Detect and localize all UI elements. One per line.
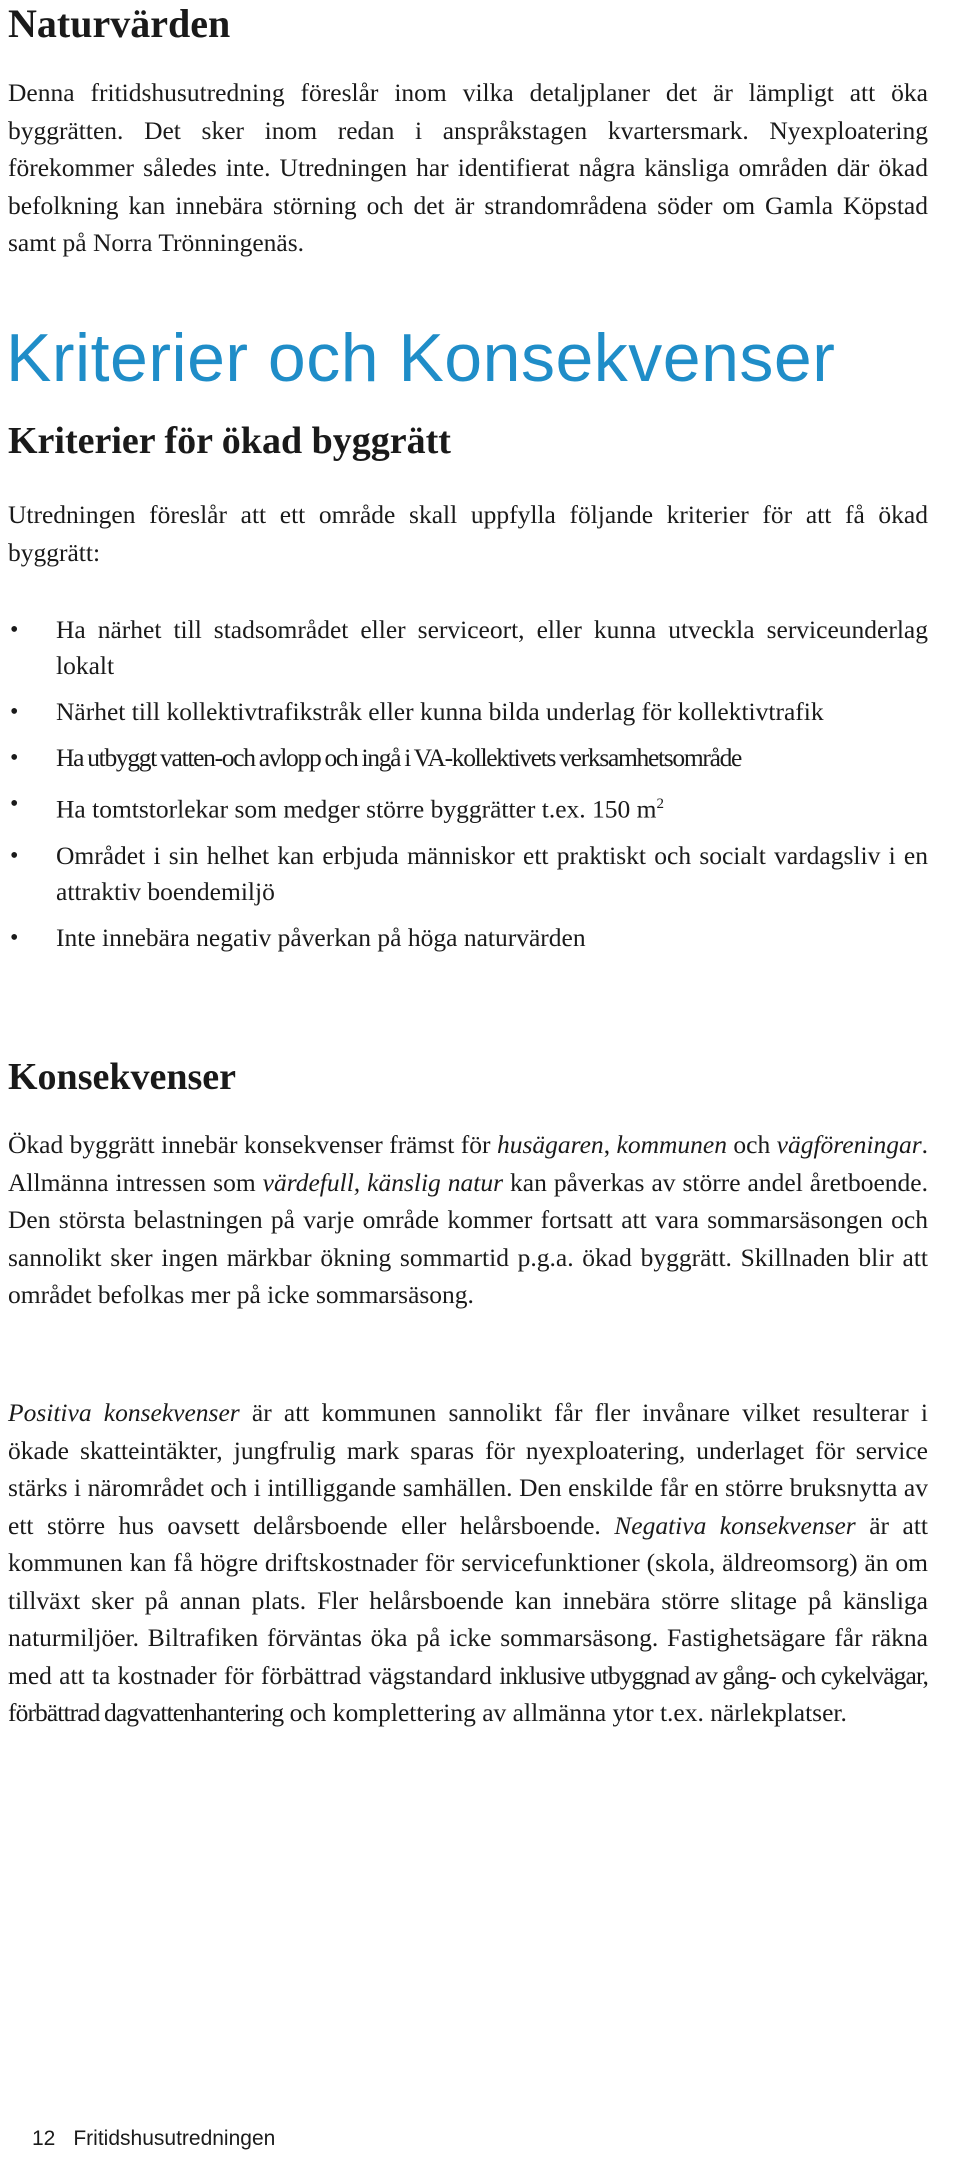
criteria-item-text: Inte innebära negativ påverkan på höga naturvärden: [56, 922, 586, 952]
criteria-heading: Kriterier för ökad byggrätt: [8, 420, 451, 462]
criteria-item-text: Ha närhet till stadsområdet eller serviceort, eller kunna utveckla serviceunderlag lokalt: [56, 615, 928, 680]
main-title: Kriterier och Konsekvenser: [6, 320, 836, 396]
emphasis-positiva: Positiva konsekvenser: [8, 1398, 240, 1427]
page-footer: [32, 2126, 275, 2152]
criteria-item: [8, 694, 928, 730]
bullet-icon: •: [10, 791, 19, 817]
emphasis-vagforeningar: vägföreningar: [776, 1130, 922, 1159]
emphasis-husagaren: husägaren: [496, 1130, 604, 1159]
criteria-item: [8, 838, 928, 910]
emphasis-natur: värdefull, känslig natur: [262, 1167, 504, 1197]
text-run: inklusive utbyggnad av gång- och cykelvägar, förbättrad dagvattenhantering: [8, 1660, 928, 1727]
text-run: och: [726, 1130, 777, 1159]
criteria-list: [8, 612, 928, 966]
bullet-icon: •: [10, 745, 18, 771]
bullet-icon: •: [10, 617, 19, 643]
criteria-item-text: Ha tomtstorlekar som medger större byggrätter t.ex. 150 m: [56, 794, 657, 824]
bullet-icon: •: [10, 842, 19, 869]
text-run: kan påverkas av större andel åretboende. Den största belastningen på varje område kommer fortsatt att vara sommarsäsongen och sannolikt sker ingen märkbar ökning sommartid p.g.a. ökad byggrätt. Skillnaden blir att området befolkas mer på icke sommarsäsong.: [8, 1167, 928, 1309]
page-number: 12: [32, 2127, 56, 2150]
criteria-item: [8, 786, 928, 828]
naturvarden-paragraph: Denna fritidshusutredning föreslår inom vilka detaljplaner det är lämpligt att öka byggrätten. Det sker inom redan i anspråkstagen kvartersmark. Nyexploatering förekommer således inte. Utredningen har identifierat några känsliga områden där ökad befolkning kan innebära störning och det är strandområdena söder om Gamla Köpstad samt på Norra Trönningenäs.: [8, 78, 928, 257]
text-run: ,: [603, 1130, 617, 1159]
criteria-item-text: Närhet till kollektivtrafikstråk eller kunna bilda underlag för kollektivtrafik: [56, 697, 824, 726]
criteria-item: [8, 740, 928, 776]
text-run: och komplettering av allmänna ytor t.ex. närlekplatser.: [283, 1698, 847, 1727]
criteria-item: [8, 920, 928, 956]
text-run: Ökad byggrätt innebär konsekvenser främst för: [8, 1130, 497, 1159]
bullet-icon: •: [10, 924, 19, 951]
criteria-item-text: Området i sin helhet kan erbjuda människor ett praktiskt och socialt vardagsliv i en attraktiv boendemiljö: [56, 840, 928, 906]
emphasis-kommunen: kommunen: [616, 1130, 727, 1159]
consequences-heading: Konsekvenser: [8, 1056, 236, 1098]
emphasis-negativa: Negativa konsekvenser: [614, 1510, 856, 1540]
publication-name: Fritidshusutredningen: [73, 2127, 276, 2150]
section-heading-naturvarden: Naturvärden: [8, 1, 231, 46]
area-superscript: 2: [656, 796, 665, 812]
consequences-paragraph-1: [8, 1126, 928, 1314]
criteria-item-text: Ha utbyggt vatten-och avlopp och ingå i VA-kollektivets verksamhetsområde: [56, 743, 742, 772]
criteria-intro: Utredningen föreslår att ett område skall uppfylla följande kriterier för att få ökad byggrätt:: [8, 500, 928, 567]
text-run: är att kommunen kan få högre driftskostnader för servicefunktioner (skola, äldreomsorg) än om tillväxt sker på annan plats. Fler helårsboende kan innebära större slitage på känsliga naturmiljöer. Biltrafiken förväntas öka på icke sommarsäsong. Fastighetsägare får räkna med att ta kostnader för förbättrad vägstandard: [8, 1510, 929, 1690]
consequences-paragraph-2: [8, 1394, 928, 1732]
criteria-item: [8, 612, 928, 684]
bullet-icon: •: [10, 699, 19, 725]
text-run: . Allmänna intressen som: [8, 1130, 928, 1197]
text-run: är att kommunen sannolikt får fler invånare vilket resulterar i ökade skatteintäkter, jungfrulig mark sparas för nyexploatering, underlaget för service stärks i närområdet och i intilliggande samhällen. Den enskilde får en större bruksnytta av ett större hus oavsett delårsboende eller helårsboende.: [8, 1398, 928, 1540]
